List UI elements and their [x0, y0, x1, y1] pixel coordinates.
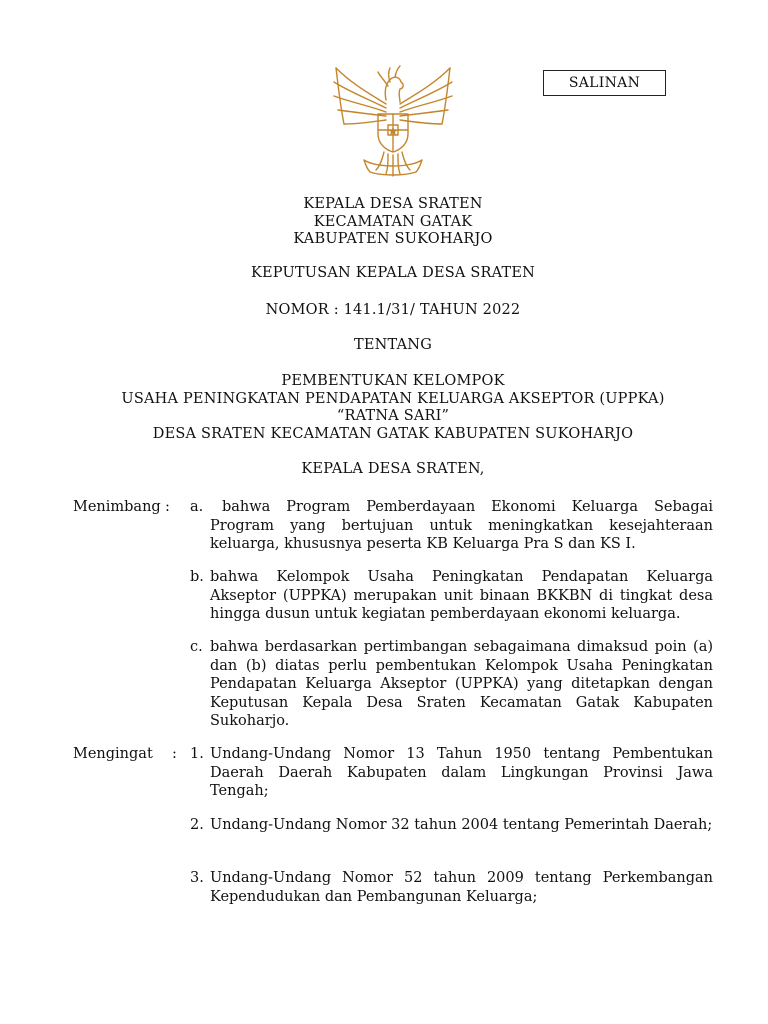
menimbang-item: [190, 498, 713, 554]
mengingat-label: Mengingat: [73, 746, 153, 762]
decree-heading-text: KEPUTUSAN KEPALA DESA SRATEN: [250, 265, 536, 281]
mengingat-item: [190, 869, 713, 906]
title-line: PEMBENTUKAN KELOMPOK: [281, 373, 505, 389]
menimbang-colon: :: [165, 499, 170, 515]
item-marker: a.: [190, 499, 204, 515]
item-text: Undang-Undang Nomor 32 tahun 2004 tentang Pemerintah Daerah;: [210, 817, 713, 833]
item-text: bahwa Program Pemberdayaan Ekonomi Keluarga Sebagai Program yang bertujuan untuk meningkatkan kesejahteraan keluarga, khususnya peserta KB Keluarga Pra S dan KS I.: [210, 499, 713, 552]
item-marker: 1.: [190, 746, 204, 762]
mengingat-item: [190, 816, 713, 835]
item-text: bahwa berdasarkan pertimbangan sebagaimana dimaksud poin (a) dan (b) diatas perlu pembentukan Kelompok Usaha Peningkatan Pendapatan Keluarga Akseptor (UPPKA) yang ditetapkan dengan Keputusan Kepala Desa Sraten Kecamatan Gatak Kabupaten Sukoharjo.: [210, 639, 713, 729]
title-line: “RATNA SARI”: [336, 408, 450, 424]
item-marker: 3.: [190, 870, 204, 886]
menimbang-item: [190, 638, 713, 731]
signatory-heading-text: KEPALA DESA SRATEN,: [301, 461, 485, 477]
tentang-text: TENTANG: [354, 337, 432, 353]
tentang-heading: [0, 337, 768, 355]
item-marker: 2.: [190, 817, 204, 833]
decree-heading: [0, 265, 768, 283]
header-line: KABUPATEN SUKOHARJO: [293, 231, 493, 247]
item-marker: b.: [190, 569, 204, 585]
decree-number-text: NOMOR : 141.1/31/ TAHUN 2022: [265, 302, 521, 318]
menimbang-label: Menimbang: [73, 499, 161, 515]
signatory-heading: [0, 461, 768, 479]
item-text: Undang-Undang Nomor 52 tahun 2009 tentang Perkembangan Kependudukan dan Pembangunan Keluarga;: [210, 870, 713, 905]
item-marker: c.: [190, 639, 203, 655]
decree-title: [0, 373, 768, 443]
header-line: KECAMATAN GATAK: [313, 213, 473, 230]
salinan-badge: SALINAN: [543, 70, 666, 96]
mengingat-colon: :: [172, 746, 177, 762]
issuer-header: [0, 196, 768, 249]
title-line: USAHA PENINGKATAN PENDAPATAN KELUARGA AKSEPTOR (UPPKA): [121, 390, 665, 407]
title-line: DESA SRATEN KECAMATAN GATAK KABUPATEN SUKOHARJO: [152, 425, 634, 442]
menimbang-item: [190, 568, 713, 624]
header-line: KEPALA DESA SRATEN: [303, 196, 483, 212]
mengingat-item: [190, 745, 713, 801]
item-text: Undang-Undang Nomor 13 Tahun 1950 tentang Pembentukan Daerah Daerah Kabupaten dalam Lingkungan Provinsi Jawa Tengah;: [210, 746, 713, 799]
item-text: bahwa Kelompok Usaha Peningkatan Pendapatan Keluarga Akseptor (UPPKA) merupakan unit binaan BKKBN di tingkat desa hingga dusun untuk kegiatan pemberdayaan ekonomi keluarga.: [210, 569, 713, 622]
garuda-emblem-icon: [330, 64, 456, 178]
decree-number: [0, 302, 768, 320]
